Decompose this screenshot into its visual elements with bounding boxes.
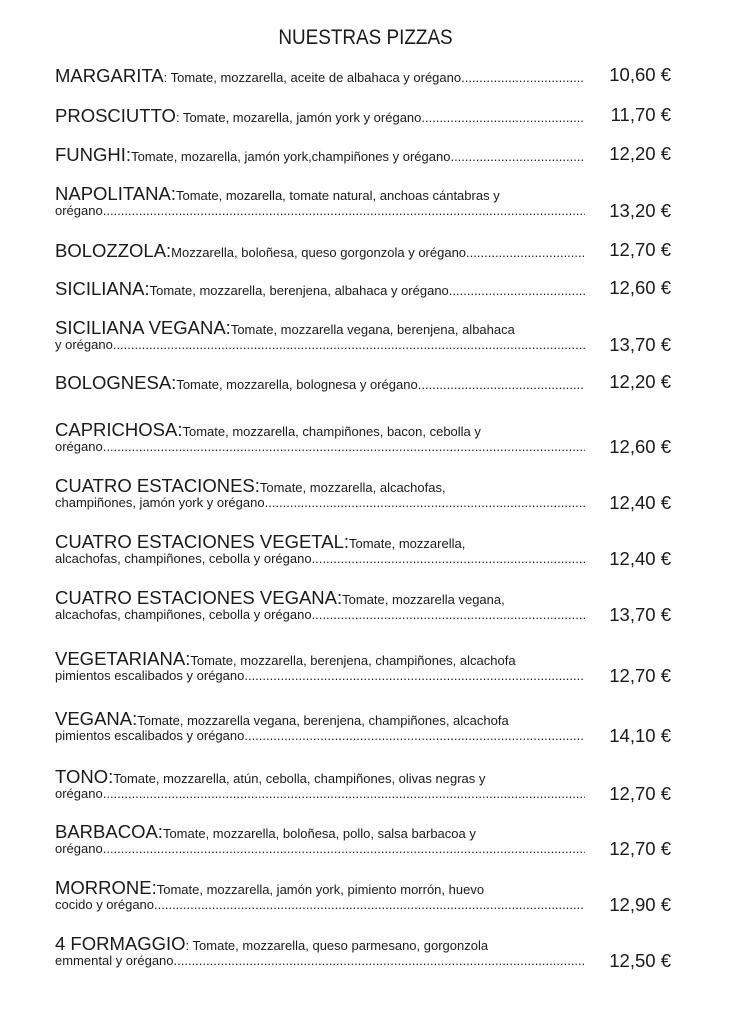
pizza-name: CAPRICHOSA: [55, 419, 183, 439]
dot-leader [103, 203, 585, 218]
item-line-1 [55, 877, 585, 897]
pizza-description-cont: orégano [55, 439, 103, 454]
pizza-description: : Tomate, mozzarella, aceite de albahaca y orégano [163, 70, 462, 85]
dot-leader [466, 245, 585, 260]
pizza-description: Tomate, mozzarella, [349, 536, 466, 551]
menu-item [55, 587, 585, 625]
item-line-2 [55, 551, 585, 569]
dot-leader [418, 377, 585, 392]
pizza-name: SICILIANA VEGANA: [55, 317, 231, 337]
item-line-1 [55, 105, 585, 125]
pizza-price: 12,40 € [609, 548, 671, 569]
pizza-price: 11,70 € [610, 104, 671, 125]
item-line-1 [55, 419, 585, 439]
item-line-1 [55, 372, 585, 392]
item-line-1 [55, 240, 585, 260]
dot-leader [265, 495, 585, 510]
pizza-description-cont: y orégano [55, 337, 113, 352]
dot-leader [461, 70, 585, 85]
item-line-2 [55, 439, 585, 457]
pizza-description-cont: orégano [55, 203, 103, 218]
pizza-name: BARBACOA: [55, 821, 163, 841]
pizza-description: Tomate, mozzarella, atún, cebolla, champiñones, olivas negras y [113, 771, 486, 786]
item-line-1 [55, 144, 585, 164]
pizza-price: 12,60 € [609, 436, 671, 457]
item-line-1 [55, 933, 585, 953]
pizza-name: 4 FORMAGGIO [55, 933, 186, 953]
item-line-2 [55, 495, 585, 513]
item-line-2 [55, 337, 585, 355]
pizza-name: CUATRO ESTACIONES: [55, 475, 260, 495]
dot-leader [421, 110, 585, 125]
pizza-description-cont: orégano [55, 786, 103, 801]
dot-leader [312, 607, 585, 622]
page-title: NUESTRAS PIZZAS [278, 26, 453, 49]
pizza-price: 13,70 € [609, 334, 671, 355]
pizza-name: MARGARITA [55, 65, 164, 85]
menu-item [55, 317, 585, 355]
dot-leader [449, 283, 585, 298]
item-line-2 [55, 728, 585, 746]
pizza-price: 10,60 € [609, 64, 671, 85]
pizza-description: Tomate, mozarella, tomate natural, anchoas cántabras y [175, 188, 500, 203]
dot-leader [244, 728, 585, 743]
pizza-description-cont: alcachofas, champiñones, cebolla y orégano [55, 607, 312, 622]
pizza-description: Tomate, mozzarella vegana, berenjena, champiñones, alcachofa [137, 713, 509, 728]
menu-item [55, 278, 585, 298]
menu-item [55, 648, 585, 686]
pizza-description-cont: pimientos escalibados y orégano [55, 668, 245, 683]
pizza-description-cont: cocido y orégano [55, 897, 155, 912]
pizza-price: 12,70 € [609, 665, 671, 686]
item-line-1 [55, 475, 585, 495]
pizza-price: 13,20 € [609, 200, 671, 221]
pizza-description: Tomate, mozzarella, boloñesa, pollo, salsa barbacoa y [162, 826, 476, 841]
pizza-description: Tomate, mozzarella, alcachofas, [259, 480, 446, 495]
dot-leader [312, 551, 585, 566]
pizza-name: FUNGHI: [55, 144, 132, 164]
pizza-description: Mozzarella, boloñesa, queso gorgonzola y orégano [171, 245, 467, 260]
pizza-price: 12,70 € [609, 239, 671, 260]
menu-item [55, 240, 585, 260]
pizza-description-cont: orégano [55, 841, 103, 856]
menu-item [55, 144, 585, 164]
pizza-description: Tomate, mozarella, jamón york,champiñones y orégano [131, 149, 451, 164]
pizza-description: Tomate, mozzarella, berenjena, champiñones, alcachofa [190, 653, 516, 668]
item-line-2 [55, 203, 585, 221]
item-line-2 [55, 953, 585, 971]
pizza-description-cont: champiñones, jamón york y orégano [55, 495, 265, 510]
pizza-description-cont: alcachofas, champiñones, cebolla y orégano [55, 551, 312, 566]
menu-item [55, 877, 585, 915]
menu-item [55, 183, 585, 221]
item-line-2 [55, 897, 585, 915]
pizza-price: 13,70 € [609, 604, 671, 625]
menu-item [55, 65, 585, 85]
item-line-1 [55, 766, 585, 786]
pizza-name: TONO: [55, 766, 114, 786]
pizza-description: Tomate, mozzarella, champiñones, bacon, cebolla y [182, 424, 481, 439]
pizza-description: : Tomate, mozarella, jamón york y orégano [175, 110, 422, 125]
menu-item [55, 933, 585, 971]
item-line-1 [55, 821, 585, 841]
pizza-price: 12,50 € [609, 950, 671, 971]
pizza-description: : Tomate, mozzarella, queso parmesano, gorgonzola [185, 938, 489, 953]
menu-item [55, 531, 585, 569]
pizza-name: NAPOLITANA: [55, 183, 176, 203]
menu-item [55, 475, 585, 513]
pizza-name: BOLOZZOLA: [55, 240, 172, 260]
pizza-price: 12,90 € [609, 894, 671, 915]
pizza-price: 12,60 € [609, 277, 671, 298]
pizza-description: Tomate, mozzarella vegana, [342, 592, 505, 607]
pizza-description-cont: emmental y orégano [55, 953, 174, 968]
pizza-name: CUATRO ESTACIONES VEGANA: [55, 587, 343, 607]
item-line-1 [55, 278, 585, 298]
menu-item [55, 766, 585, 804]
pizza-description: Tomate, mozzarella, berenjena, albahaca y orégano [149, 283, 449, 298]
item-line-1 [55, 183, 585, 203]
dot-leader [113, 337, 585, 352]
dot-leader [174, 953, 585, 968]
dot-leader [103, 841, 585, 856]
pizza-name: CUATRO ESTACIONES VEGETAL: [55, 531, 349, 551]
menu-item [55, 821, 585, 859]
item-line-1 [55, 587, 585, 607]
pizza-description: Tomate, mozzarella, jamón york, pimiento morrón, huevo [156, 882, 485, 897]
pizza-name: PROSCIUTTO [55, 105, 176, 125]
pizza-name: VEGETARIANA: [55, 648, 191, 668]
item-line-2 [55, 786, 585, 804]
pizza-description: Tomate, mozzarella vegana, berenjena, albahaca [230, 322, 515, 337]
pizza-price: 12,40 € [609, 492, 671, 513]
item-line-1 [55, 708, 585, 728]
pizza-description-cont: pimientos escalibados y orégano [55, 728, 245, 743]
dot-leader [103, 439, 585, 454]
dot-leader [154, 897, 585, 912]
pizza-name: BOLOGNESA: [55, 372, 177, 392]
dot-leader [103, 786, 585, 801]
pizza-description: Tomate, mozzarella, bolognesa y orégano [176, 377, 418, 392]
item-line-2 [55, 841, 585, 859]
item-line-2 [55, 668, 585, 686]
item-line-1 [55, 648, 585, 668]
pizza-price: 12,70 € [609, 838, 671, 859]
pizza-price: 12,20 € [609, 143, 671, 164]
menu-item [55, 105, 585, 125]
item-line-1 [55, 531, 585, 551]
pizza-name: SICILIANA: [55, 278, 150, 298]
menu-item [55, 419, 585, 457]
dot-leader [450, 149, 585, 164]
pizza-price: 12,70 € [609, 783, 671, 804]
menu-item [55, 372, 585, 392]
pizza-price: 12,20 € [609, 371, 671, 392]
item-line-2 [55, 607, 585, 625]
pizza-name: VEGANA: [55, 708, 138, 728]
pizza-price: 14,10 € [609, 725, 671, 746]
menu-item [55, 708, 585, 746]
dot-leader [244, 668, 585, 683]
item-line-1 [55, 65, 585, 85]
item-line-1 [55, 317, 585, 337]
pizza-name: MORRONE: [55, 877, 157, 897]
